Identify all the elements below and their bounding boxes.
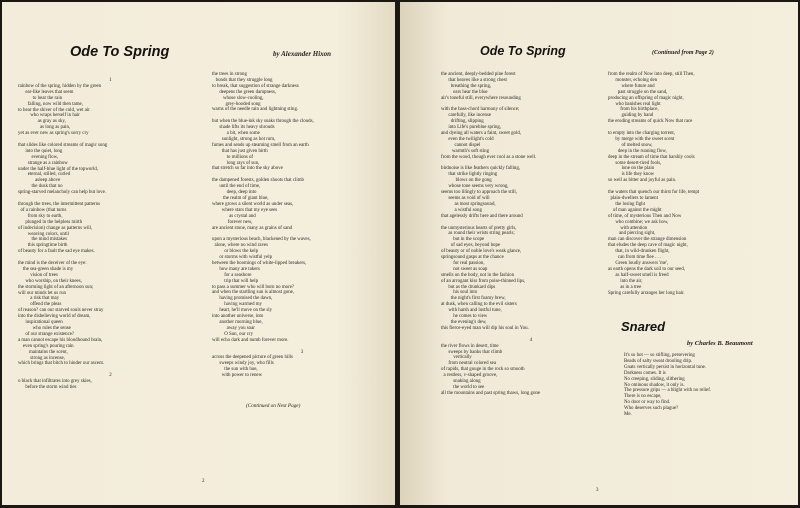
poem-line: he comes to view	[441, 314, 488, 320]
poem-line: trip that will help	[212, 278, 259, 284]
poem-line: the mind mistakes	[18, 237, 68, 243]
author-byline: by Alexander Hixon	[273, 50, 332, 58]
poem-line: with attention	[608, 225, 648, 231]
poem-line: that stretch so far into the sky above	[212, 166, 283, 172]
poem-line: strange as a rainbow	[18, 160, 68, 166]
poem-line: can from time flee . . .	[608, 255, 662, 261]
poem-line: Spring carefully arranges her long hair.	[608, 290, 685, 296]
poem-line: Beads of salty sweat drooling drip.	[624, 358, 693, 364]
poem-line: Gnats vertically persist in horizontal tune.	[624, 364, 707, 370]
poem-line: as earth opens the dark soil to our seed,	[608, 266, 686, 272]
poem-line: air's toneful still, everywhere resounding	[441, 95, 521, 101]
poem-line: whose slow-cooling,	[212, 95, 264, 101]
poem-line: o black that infiltrates into grey skies,	[18, 379, 92, 385]
poem-line: into the quiet, long	[18, 148, 63, 154]
poem-line: inspirational queen	[18, 320, 63, 326]
poem-line: the evening's dew,	[441, 320, 487, 326]
poem-line: who banishes real light	[608, 101, 661, 107]
poem-line: the sun with hue,	[212, 367, 258, 373]
poem-line: No creeping, sliding, slithering	[624, 376, 685, 382]
poem-line: No ominous shadow, it only is.	[624, 382, 685, 388]
poem-line: by merge with the sweet scent	[608, 136, 675, 142]
poem-line: who rules the sense	[18, 326, 71, 332]
poem-line: deepens the green dampness,	[212, 89, 277, 95]
poem-line: as half-sweet smell is freed	[608, 272, 669, 278]
poem-line: the ancient, deeply-bedded pine forest	[441, 72, 516, 77]
poem-line: carefully, like incense	[441, 113, 492, 119]
right-page	[400, 2, 798, 505]
poem-line: with harsh and lustful tune,	[441, 308, 502, 314]
poem-line: of a rainbow (that turns	[18, 207, 67, 213]
poem-line: bonds that they struggle long	[212, 77, 273, 83]
poem-line: No door or way to find.	[624, 400, 671, 406]
poem-line: alone, where no wind raves	[212, 243, 269, 249]
poem-line: so well as bitter and joyful as pain.	[608, 178, 677, 184]
poem-line: that eludes the deep cave of magic night,	[608, 243, 688, 249]
poem-line: as in a tree	[608, 284, 642, 290]
poem-line: man can discover the strange dimension	[608, 237, 687, 243]
poem-line: to pass a summer who will burn no more?	[212, 284, 295, 290]
poem-line: the dampened forests, golden shoots that climb	[212, 178, 304, 184]
poem-line: with the bass-chord harmony of silence;	[441, 107, 520, 113]
poem-line: Who deserves such plague?	[624, 406, 679, 412]
poem-line: past struggle on the sand,	[608, 89, 668, 95]
poem-line: into Life's pureblue spring,	[441, 125, 502, 131]
snared-poem	[624, 353, 794, 418]
poem-line: and piercing sight,	[608, 231, 656, 237]
poem-line: from his birthplace,	[608, 107, 659, 113]
poem-line: into another universe, into	[212, 314, 264, 320]
poem-line: or blows the kelp	[212, 249, 259, 255]
poem-line: the river flows in desert, time	[441, 343, 499, 349]
poem-line: for a seashore	[212, 272, 252, 278]
page-number: 2	[202, 479, 205, 484]
page-title: Ode To Spring	[480, 44, 566, 58]
page-number: 3	[596, 488, 599, 493]
poem-line: the storming light of an afternoon sun;	[18, 284, 94, 290]
poem-line: a risk that may	[18, 296, 60, 302]
poem-line: ear-like leaves that seem	[18, 89, 74, 95]
poem-line: under the half-blue light of the topworld,	[18, 166, 98, 172]
poem-line: where grows a silent world as under seas,	[212, 201, 294, 207]
poem-line: of time, of mysterious Then and Now	[608, 213, 682, 219]
poem-line: not sweet as soap	[441, 266, 488, 272]
poem-line: deep, deep into	[212, 190, 257, 196]
poem-line: long rays of sun,	[212, 160, 260, 166]
poem-line: to hear the shiver of the cold, wet air	[18, 107, 90, 113]
poem-line: of an arrogant kiss from poise-thinned lips,	[441, 278, 526, 284]
poem-line: cannot dispel	[441, 142, 481, 148]
poem-line: to empty into the charging torrent,	[608, 131, 676, 137]
poem-line: having warmed my	[212, 302, 262, 308]
poem-line: birdnoise is like feathers quickly falling,	[441, 166, 521, 172]
snared-title: Snared	[621, 319, 666, 334]
poem-line: warns of the needle rain and lightning sting.	[212, 107, 299, 113]
poem-line: rainbow of the spring, hidden by the green	[18, 83, 102, 89]
poem-line: of melted snow,	[608, 142, 653, 148]
poem-line: falling, now wild then tame,	[18, 101, 83, 107]
poem-line: asleep above	[18, 178, 61, 184]
poem-line: upon a mysterious beach, blackened by the waves,	[212, 237, 311, 243]
poem-line: as gray as sky,	[18, 119, 66, 125]
poem-line: from sky to earth,	[18, 213, 63, 219]
poem-line: will our minds let us run	[18, 290, 66, 296]
section-number: 4	[529, 337, 533, 343]
poem-line: the dusk that no	[18, 184, 63, 190]
poem-line: springsound gasps at the chance	[441, 255, 504, 261]
poem-line: yet as ever new as spring's sorry cry	[18, 131, 89, 137]
poem-line: of sad eyes, beyond hope	[441, 243, 501, 249]
poem-column-left-1	[18, 78, 203, 391]
poem-line: the eroding streams of quick Now that race	[608, 119, 693, 125]
poem-line: strong as incense,	[18, 355, 65, 361]
poem-line: plunged in the helpless mirth	[18, 219, 83, 225]
poem-line: that strike lightly ringing	[441, 172, 498, 178]
poem-line: who wraps herself in hair	[18, 113, 80, 119]
poem-line: the waters that quench our thirst for life, tempt	[608, 190, 700, 196]
poem-line: and when the startling sun is almost gone,	[212, 290, 295, 296]
poem-line: evening flow,	[18, 154, 59, 160]
poem-line: sunlight, strong as hot rum,	[212, 136, 276, 142]
poem-line: vision of trees	[18, 272, 58, 278]
poem-line: a bit, when some	[212, 131, 260, 137]
poem-line: There is no escape,	[624, 394, 662, 400]
poem-line: fumes and sends up steaming smell from an earth	[212, 142, 309, 148]
poem-line: who combine; we ask how,	[608, 219, 669, 225]
poem-line: this springtime birth	[18, 243, 68, 249]
section-number: 2	[109, 373, 112, 379]
poem-line: with power to renew	[212, 373, 263, 379]
poem-line: are ancient stone, many as grains of sand	[212, 225, 293, 231]
poem-line: of beauty or of noble love's weak glance,	[441, 249, 522, 255]
poem-line: lone on the plain	[608, 166, 655, 172]
poem-column-right-2	[608, 72, 796, 296]
poem-line: deep in the stream of time that harshly cools	[608, 154, 695, 160]
continued-note: (Continued on Next Page)	[246, 403, 301, 409]
poem-line: smells on the body, not in the fashion	[441, 272, 515, 278]
poem-line: a man cannot escape his bloodhound brain,	[18, 337, 103, 343]
poem-line: blows on the gong	[441, 178, 492, 184]
poem-line: from the realm of Now into deep, still Then,	[608, 72, 695, 77]
poem-line: grey-hooded song	[212, 101, 261, 107]
left-page	[2, 2, 395, 505]
poem-line: seems too lilingly to approach the still,	[441, 190, 517, 196]
poem-line: maintains the scent,	[18, 349, 68, 355]
poem-line: as long as pain,	[18, 125, 71, 131]
poem-line: that, in wild-drunken flight,	[608, 249, 670, 255]
poem-line: vertically	[441, 355, 472, 361]
poem-line: his soul into	[441, 290, 478, 296]
poem-line: where future and	[608, 83, 655, 89]
poem-line: how many are takers	[212, 266, 260, 272]
poem-line: of man against the might	[608, 207, 662, 213]
poem-line: of rapids, that gouge in the rock so smooth	[441, 367, 525, 373]
poem-line: another morning blue,	[212, 320, 263, 326]
poem-line: to break, that suggestion of strange darkness	[212, 83, 299, 89]
poem-line: drifting, slipping	[441, 119, 484, 125]
poem-line: the realm of giant blue,	[212, 196, 269, 201]
page-title: Ode To Spring	[70, 44, 170, 60]
poem-column-left-2	[212, 72, 392, 379]
poem-line: from the wood, though ever cool as a stone well.	[441, 154, 537, 160]
poem-line: plain-dwellers to lament	[608, 196, 658, 201]
poem-line: from neutral colored sea	[441, 361, 496, 367]
poem-line: across the deepened picture of green hills	[212, 355, 293, 361]
poem-line: all the mountains and past spring thaws, long gone	[441, 390, 541, 396]
poem-line: will echo dark and numb forever more.	[212, 337, 289, 343]
poem-line: away you soar	[212, 325, 255, 331]
poem-line: Green loudly answers 'me',	[608, 260, 669, 266]
poem-line: the mind is the deceiver of the eye:	[18, 261, 87, 267]
poem-line: whose tone seems very wrong,	[441, 184, 509, 190]
poem-line: before the storm wind ties	[18, 385, 77, 391]
poem-line: a wistful song	[441, 207, 482, 213]
poem-line: offend the pleas	[18, 302, 62, 308]
poem-line: into the air,	[608, 278, 643, 284]
poem-line: breathing the spring,	[441, 83, 492, 89]
poem-line: that agelessly drifts here and there around	[441, 213, 523, 219]
poem-line: and dyeing all waters a faint, sweet gold,	[441, 131, 521, 137]
poem-line: shade lifts its heavy shrouds	[212, 125, 275, 131]
poem-line: of reason? can our starved souls never stray	[18, 308, 104, 314]
poem-line: spring-starved melancholy can help but love.	[18, 190, 107, 196]
poem-line: the unmysterious hearts of pretty girls,	[441, 225, 517, 231]
poem-line: heart, he'll move on the sly	[212, 308, 273, 314]
poem-line: O Sun, our cry	[212, 331, 254, 337]
poem-line: between the boomings of white-lipped breakers,	[212, 260, 307, 266]
poem-line: to hear the rain	[18, 95, 63, 101]
poem-line: producing an offspring of magic night,	[608, 95, 684, 101]
poem-line: that heaves like a strong chest	[441, 77, 507, 83]
poem-line: weaving colors, until	[18, 231, 69, 237]
poem-line: of our strange existence?	[18, 331, 75, 337]
poem-line: of indecision) change as patterns will,	[18, 225, 93, 231]
poem-line: until the end of time,	[212, 184, 261, 190]
poem-line: where stars that my eye sees	[212, 207, 278, 213]
continued-from-note: (Continued from Page 2)	[652, 50, 714, 56]
poem-line: is life they know	[608, 172, 655, 178]
poem-line: some desert-tired fools,	[608, 160, 662, 166]
poem-line: a restless, v-shaped groove,	[441, 373, 498, 379]
poem-line: into the disbelieving world of dream,	[18, 314, 91, 320]
poem-line: the losing fight	[608, 201, 645, 207]
poem-line: through the trees, the intermittent patterns	[18, 202, 101, 207]
poem-line: or storms with wistful yelp	[212, 255, 273, 261]
poem-line: the night's first foamy brew,	[441, 296, 506, 302]
poem-column-right-1	[441, 72, 621, 397]
poem-line: the trees in strong	[212, 72, 247, 77]
poem-line: for real passion,	[441, 260, 485, 266]
poem-line: ears hear the blue	[441, 89, 488, 95]
poem-line: monster, echoing den	[608, 77, 658, 83]
poem-line: as crystal and	[212, 213, 256, 219]
poem-line: sweeps by banks that climb	[441, 349, 503, 355]
poem-line: the world to see	[441, 384, 485, 390]
poem-line: deep in the running flow,	[608, 148, 667, 154]
poem-line: as most springsound,	[441, 201, 496, 207]
poem-line: It's so hot — so stifling, persevering	[624, 353, 695, 358]
poem-line: of beauty for a fault the sad eye makes.	[18, 249, 95, 255]
poem-line: the sea-green shade is my	[18, 266, 74, 272]
poem-line: snaking along	[441, 379, 481, 385]
poem-line: who worship, on their knees,	[18, 278, 82, 284]
section-number: 3	[300, 349, 304, 355]
poem-line: The pressure grips — a blight with no relief.	[624, 388, 712, 394]
poem-line: but in the scope	[441, 237, 485, 243]
poem-line: but as the drunkard dips	[441, 284, 496, 290]
poem-line: warmth's soft sting	[441, 148, 490, 154]
section-number: 1	[109, 78, 112, 83]
poem-line: at dusk, when calling to the evil sisters	[441, 302, 517, 308]
poem-line: that has just given birth	[212, 148, 268, 154]
poem-line: but when the blue-ink sky soaks through the clouds,	[212, 119, 314, 125]
poem-line: that slides like colored streams of magic song	[18, 142, 108, 148]
snared-author: by Charles B. Beaumont	[687, 340, 753, 347]
poem-line: as round their wrists string pearls;	[441, 231, 515, 237]
poem-line: even spring's pouring rain	[18, 343, 74, 349]
poem-line: seems as void of will	[441, 196, 490, 201]
poem-line: which brings that bitch to hinder our ascent.	[18, 361, 105, 367]
poem-line: having promised the dawn,	[212, 296, 273, 302]
poem-line: eternal, stilled, curled	[18, 172, 71, 178]
poem-line: forever new,	[212, 219, 253, 225]
poem-line: to millions of	[212, 154, 254, 160]
poem-line: guiding by hand	[608, 113, 654, 119]
poem-line: even the twilight's cold	[441, 136, 494, 142]
poem-line: sweeps windy joy, who fills	[212, 361, 274, 367]
poem-line: Darkness comes. It is	[624, 370, 666, 376]
poem-line: Me.	[624, 412, 632, 418]
poem-line: this fierce-eyed man will dip his soul in You.	[441, 325, 529, 331]
